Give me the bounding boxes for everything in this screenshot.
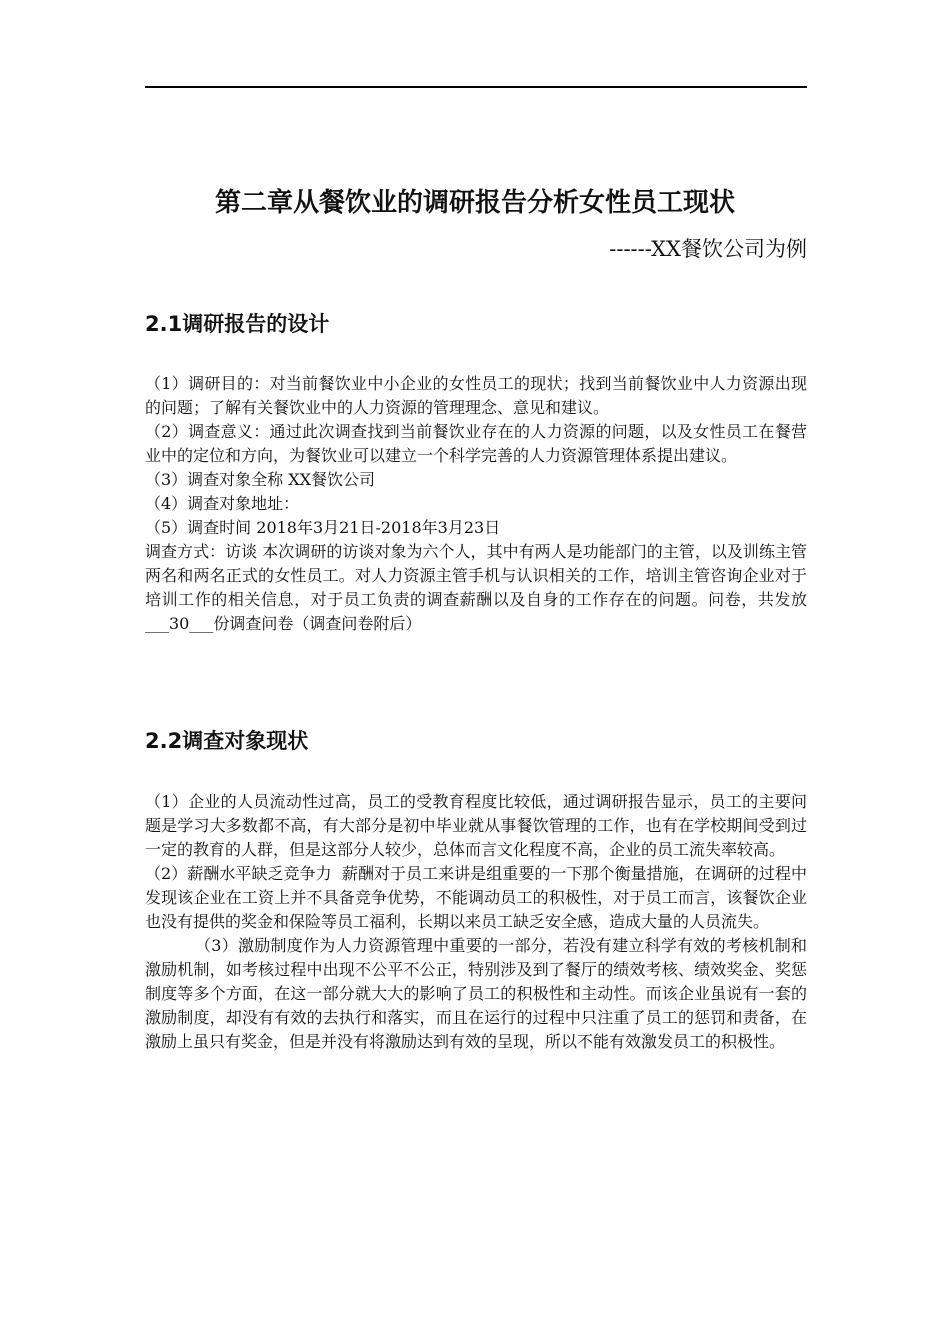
section-heading-2-2: 2.2调查对象现状 xyxy=(145,729,309,753)
section-body-2-2 xyxy=(145,790,807,1054)
paragraph-subject-address: （4）调查对象地址： xyxy=(145,494,300,513)
paragraph-salary: （2）薪酬水平缺乏竞争力 薪酬对于员工来讲是组重要的一下那个衡量措施，在调研的过程中发现该企业在工资上并不具备竞争优势，不能调动员工的积极性，对于员工而言，该餐饮企业也没有提供的奖金和保险等员工福利，长期以来员工缺乏安全感，造成大量的人员流失。 xyxy=(145,864,807,931)
paragraph-survey-method: 调查方式：访谈 本次调研的访谈对象为六个人，其中有两人是功能部门的主管，以及训练主管两名和两名正式的女性员工。对人力资源主管手机与认识相关的工作，培训主管咨询企业对于培训工作的相关信息，对于员工负责的调查薪酬以及自身的工作存在的问题。问卷，共发放___30___份调查问卷（调查问卷附后） xyxy=(145,542,807,633)
paragraph-incentive: （3）激励制度作为人力资源管理中重要的一部分，若没有建立科学有效的考核机制和激励机制，如考核过程中出现不公平不公正，特别涉及到了餐厅的绩效考核、绩效奖金、奖惩制度等多个方面，在这一部分就大大的影响了员工的积极性和主动性。而该企业虽说有一套的激励制度，却没有有效的去执行和落实，而且在运行的过程中只注重了员工的惩罚和责备，在激励上虽只有奖金，但是并没有将激励达到有效的呈现，所以不能有效激发员工的积极性。 xyxy=(145,936,807,1051)
paragraph-purpose: （1）调研目的：对当前餐饮业中小企业的女性员工的现状；找到当前餐饮业中人力资源出现的问题；了解有关餐饮业中的人力资源的管理理念、意见和建议。 xyxy=(145,374,807,417)
chapter-title: 第二章从餐饮业的调研报告分析女性员工现状 xyxy=(214,188,735,218)
section-body-2-1 xyxy=(145,372,807,636)
paragraph-subject-name: （3）调查对象全称 XX餐饮公司 xyxy=(145,470,376,489)
paragraph-significance: （2）调查意义：通过此次调查找到当前餐饮业存在的人力资源的问题，以及女性员工在餐营业中的定位和方向，为餐饮业可以建立一个科学完善的人力资源管理体系提出建议。 xyxy=(145,422,807,465)
section-heading-2-1: 2.1调研报告的设计 xyxy=(145,312,330,336)
paragraph-staff-turnover: （1）企业的人员流动性过高，员工的受教育程度比较低，通过调研报告显示，员工的主要问题是学习大多数都不高，有大部分是初中毕业就从事餐饮管理的工作，也有在学校期间受到过一定的教育的人群，但是这部分人较少，总体而言文化程度不高，企业的员工流失率较高。 xyxy=(145,792,807,859)
chapter-subtitle: ------XX餐饮公司为例 xyxy=(609,237,807,261)
paragraph-survey-time: （5）调查时间 2018年3月21日-2018年3月23日 xyxy=(145,518,501,537)
header-rule xyxy=(145,86,807,88)
